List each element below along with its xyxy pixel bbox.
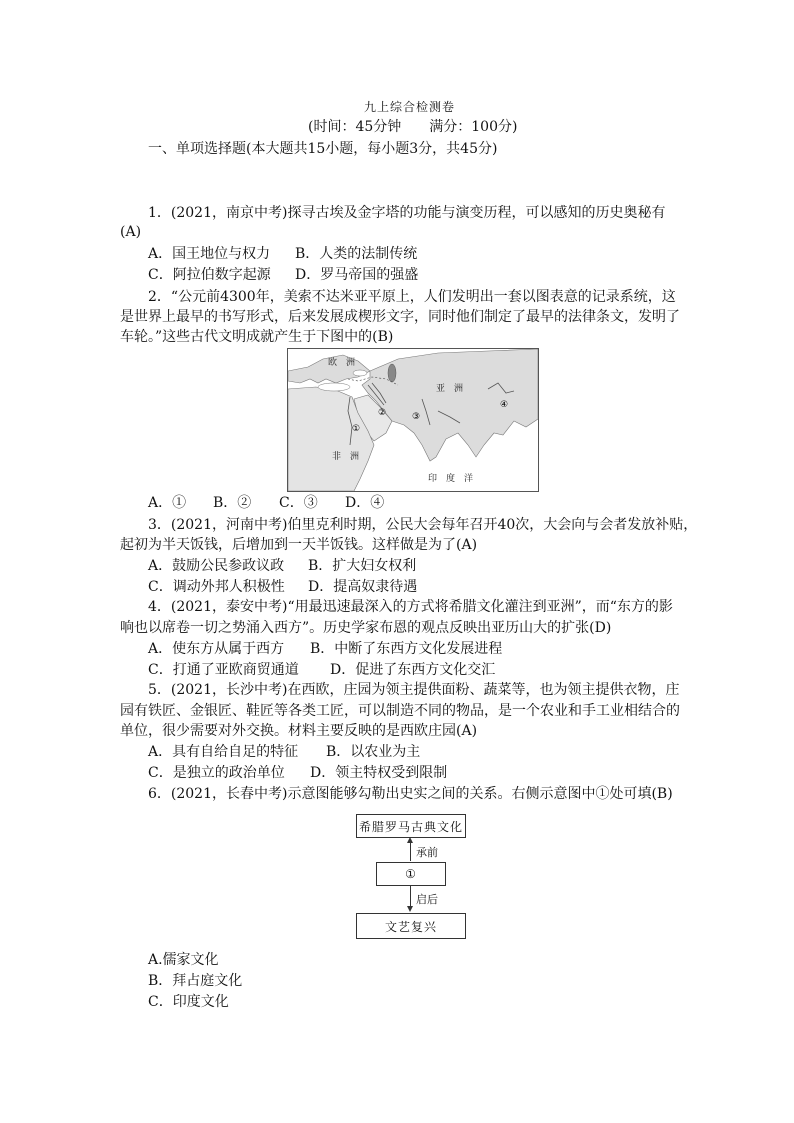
- marker-2: ②: [378, 408, 387, 418]
- q5-stem-line3: 单位，很少需要对外交换。材料主要反映的是西欧庄园(A): [120, 723, 478, 739]
- label-indian-ocean: 印 度 洋: [428, 474, 474, 484]
- q3-stem-line2: 起初为半天饭钱，后增加到一天半饭钱。这样做是为了(A): [120, 537, 478, 553]
- q3-option-c: C．调动外邦人积极性: [148, 579, 285, 595]
- map-svg: [288, 349, 538, 491]
- q3-option-d: D．提高奴隶待遇: [308, 579, 418, 595]
- arrow-up-line: [410, 841, 411, 861]
- q6-option-a: A.儒家文化: [148, 952, 219, 968]
- ancient-civilizations-map: [287, 348, 539, 492]
- q4-option-d: D．促进了东西方文化交汇: [330, 662, 496, 678]
- q2-option-b: B．②: [213, 495, 252, 511]
- q1-option-a: A．国王地位与权力: [148, 246, 271, 262]
- q4-option-c: C．打通了亚欧商贸通道: [148, 662, 299, 678]
- label-asia: 亚 洲: [436, 384, 464, 394]
- q2-option-a: A．①: [148, 495, 187, 511]
- q5-option-d: D．领主特权受到限制: [310, 765, 448, 781]
- q2-option-d: D．④: [345, 495, 385, 511]
- q5-option-c: C．是独立的政治单位: [148, 765, 285, 781]
- q1-option-b: B．人类的法制传统: [295, 246, 418, 262]
- q2-stem-line3: 车轮。”这些古代文明成就产生于下图中的(B): [120, 329, 394, 345]
- diagram-box-blank: ①: [376, 862, 446, 886]
- paper-title: 九上综合检测卷: [364, 100, 456, 114]
- q3-stem-line1: 3．(2021，河南中考)伯里克利时期，公民大会每年召开40次，大会向与会者发放补贴，: [148, 517, 698, 533]
- asia-land: [362, 349, 538, 461]
- q3-option-a: A．鼓励公民参政议政: [148, 558, 285, 574]
- exam-subtitle: (时间：45分钟 满分：100分): [308, 119, 518, 135]
- q4-option-b: B．中断了东西方文化发展进程: [310, 641, 503, 657]
- q4-stem-line1: 4．(2021，泰安中考)“用最迅速最深入的方式将希腊文化灌注到亚洲”，而“东方的影: [148, 599, 673, 615]
- diagram-box-classical: 希腊罗马古典文化: [356, 814, 466, 838]
- q5-option-b: B．以农业为主: [326, 744, 421, 760]
- q1-option-c: C．阿拉伯数字起源: [148, 267, 271, 283]
- section-heading: 一、单项选择题(本大题共15小题，每小题3分，共45分): [148, 141, 498, 157]
- label-africa: 非 洲: [332, 452, 360, 462]
- q6-option-c: C．印度文化: [148, 994, 229, 1010]
- q5-stem-line2: 园有铁匠、金银匠、鞋匠等各类工匠，可以制造不同的物品，是一个农业和手工业相结合的: [120, 703, 680, 719]
- marker-4: ④: [500, 400, 509, 410]
- q1-option-d: D．罗马帝国的强盛: [295, 267, 419, 283]
- caspian-sea: [388, 364, 396, 382]
- arrow-label-inherit: 承前: [416, 846, 438, 859]
- q4-option-a: A．使东方从属于西方: [148, 641, 285, 657]
- q3-option-b: B．扩大妇女权利: [308, 558, 417, 574]
- marker-3: ③: [412, 412, 421, 422]
- q4-stem-line2: 响也以席卷一切之势涌入西方”。历史学家布恩的观点反映出亚历山大的扩张(D): [120, 620, 612, 636]
- arrow-label-open: 启后: [416, 893, 438, 906]
- q1-stem-line2: (A): [120, 224, 142, 240]
- q1-stem-line1: 1．(2021，南京中考)探寻古埃及金字塔的功能与演变历程，可以感知的历史奥秘有: [148, 205, 666, 221]
- arrow-up-head: [407, 837, 413, 843]
- q6-stem-line1: 6．(2021，长春中考)示意图能够勾勒出史实之间的关系。右侧示意图中①处可填(B): [148, 786, 673, 802]
- label-europe: 欧 洲: [328, 358, 356, 368]
- arrow-down-head: [407, 906, 413, 912]
- q5-option-a: A．具有自给自足的特征: [148, 744, 299, 760]
- mediterranean-sea: [318, 383, 350, 391]
- q5-stem-line1: 5．(2021，长沙中考)在西欧，庄园为领主提供面粉、蔬菜等，也为领主提供衣物，庄: [148, 682, 680, 698]
- q6-option-b: B．拜占庭文化: [148, 973, 243, 989]
- marker-1: ①: [352, 424, 361, 434]
- q2-stem-line1: 2．“公元前4300年，美索不达米亚平原上，人们发明出一套以图表意的记录系统，这: [148, 289, 676, 305]
- q2-stem-line2: 是世界上最早的书写形式，后来发展成楔形文字，同时他们制定了最早的法律条文，发明了: [120, 309, 680, 325]
- q2-option-c: C．③: [279, 495, 318, 511]
- black-sea: [353, 370, 367, 376]
- arrow-down-line: [410, 885, 411, 907]
- diagram-box-renaissance: 文艺复兴: [356, 913, 466, 939]
